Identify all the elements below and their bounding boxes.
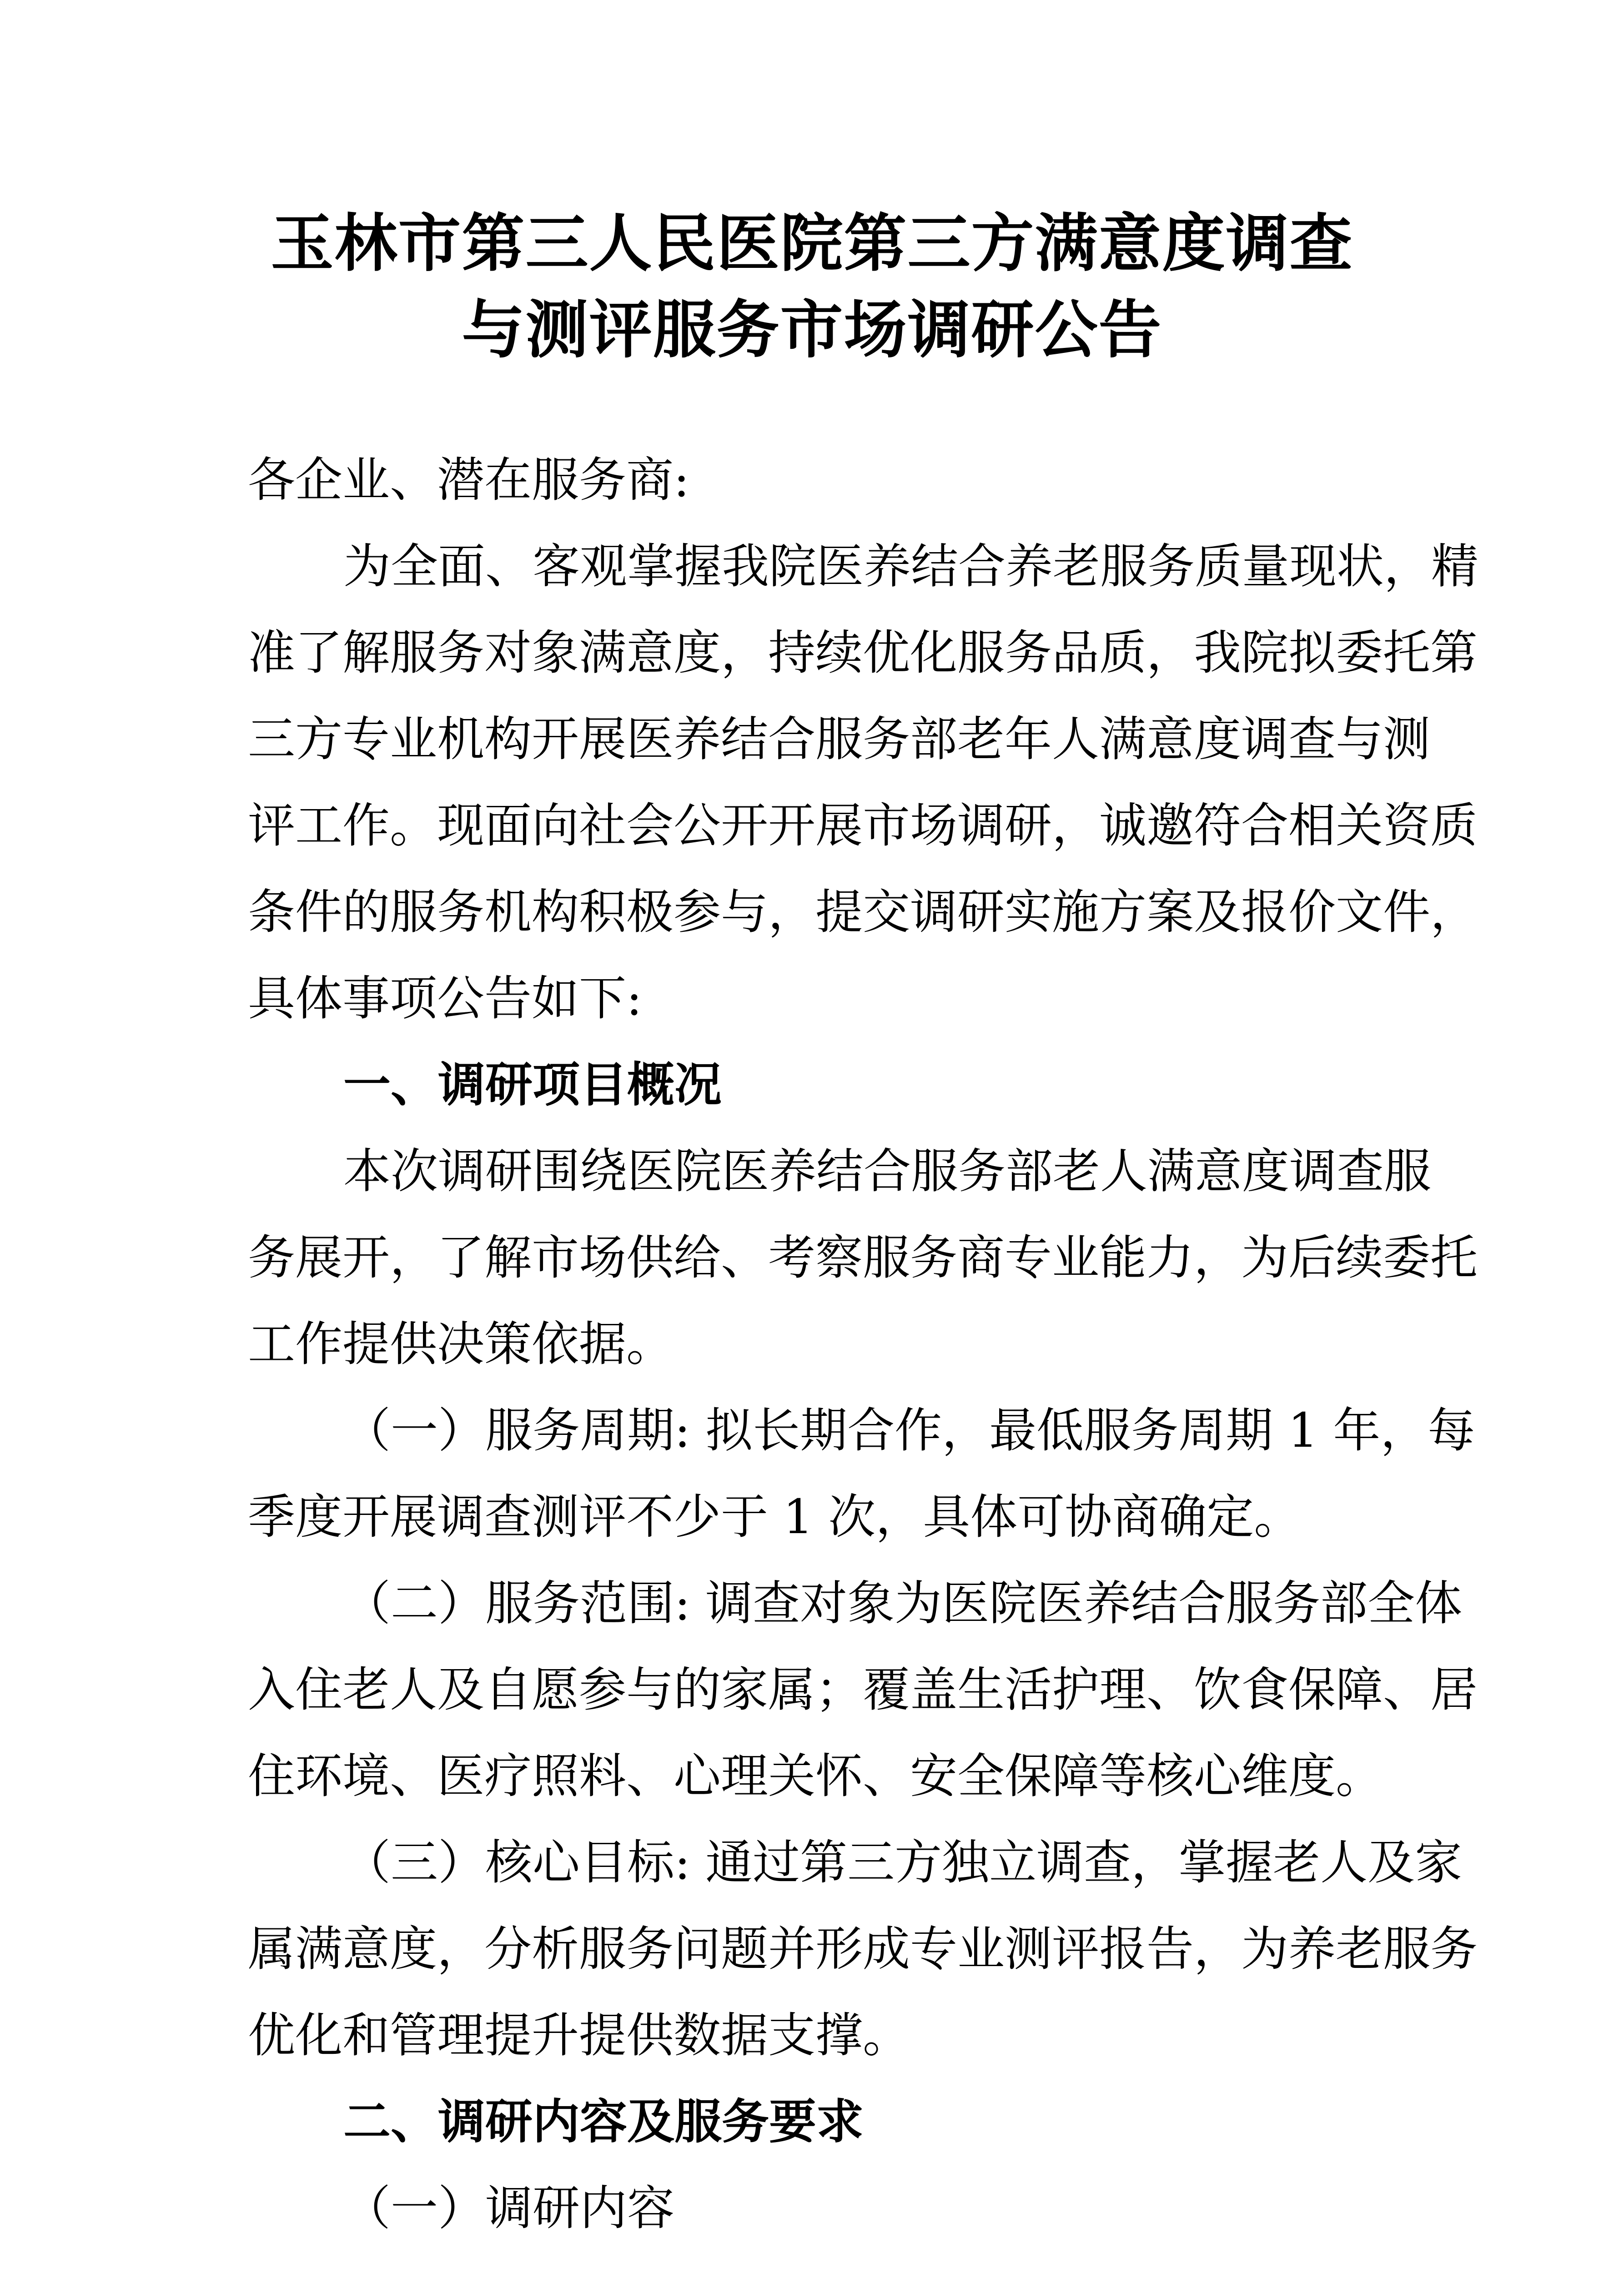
- paragraph-line: 入住老人及自愿参与的家属；覆盖生活护理、饮食保障、居: [248, 1662, 1478, 1717]
- paragraph-line: 为全面、客观掌握我院医养结合养老服务质量现状，精: [343, 538, 1479, 594]
- service-period-item: [248, 1387, 1475, 1560]
- subsection-heading: （一）调研内容: [343, 2180, 675, 2236]
- section-heading-1: 一、调研项目概况: [343, 1057, 722, 1112]
- core-objective-item: [248, 1819, 1478, 2078]
- salutation: 各企业、潜在服务商:: [248, 452, 690, 508]
- paragraph-line: 三方专业机构开展医养结合服务部老年人满意度调查与测: [248, 711, 1431, 767]
- paragraph-line: 具体事项公告如下:: [248, 971, 643, 1026]
- paragraph-line: 季度开展调查测评不少于 1 次，具体可协商确定。: [248, 1489, 1302, 1545]
- paragraph-line: 优化和管理提升提供数据支撑。: [248, 2007, 910, 2063]
- service-scope-item: [248, 1560, 1478, 1819]
- intro-paragraph: [248, 523, 1479, 1041]
- paragraph-line: 本次调研围绕医院医养结合服务部老人满意度调查服: [343, 1143, 1432, 1199]
- paragraph-line: 务展开，了解市场供给、考察服务商专业能力，为后续委托: [248, 1230, 1478, 1285]
- document-body: [248, 437, 1479, 2251]
- paragraph-line: 条件的服务机构积极参与，提交调研实施方案及报价文件，: [248, 884, 1478, 940]
- title-line-1: 玉林市第三人民医院第三方满意度调查: [271, 206, 1353, 280]
- section1-paragraph: [248, 1128, 1478, 1387]
- paragraph-line: （二）服务范围: 调查对象为医院医养结合服务部全体: [343, 1575, 1463, 1631]
- paragraph-line: 准了解服务对象满意度，持续优化服务品质，我院拟委托第: [248, 625, 1478, 680]
- paragraph-line: 住环境、医疗照料、心理关怀、安全保障等核心维度。: [248, 1748, 1383, 1804]
- paragraph-line: 属满意度，分析服务问题并形成专业测评报告，为养老服务: [248, 1921, 1478, 1977]
- title-line-2: 与测评服务市场调研公告: [462, 292, 1162, 367]
- paragraph-line: （三）核心目标: 通过第三方独立调查，掌握老人及家: [343, 1835, 1463, 1890]
- paragraph-line: 工作提供决策依据。: [248, 1316, 674, 1372]
- section-heading-2: 二、调研内容及服务要求: [343, 2094, 864, 2149]
- paragraph-line: 评工作。现面向社会公开开展市场调研，诚邀符合相关资质: [248, 798, 1478, 853]
- page-title: [0, 200, 1624, 373]
- paragraph-line: （一）服务周期: 拟长期合作，最低服务周期 1 年，每: [343, 1403, 1475, 1458]
